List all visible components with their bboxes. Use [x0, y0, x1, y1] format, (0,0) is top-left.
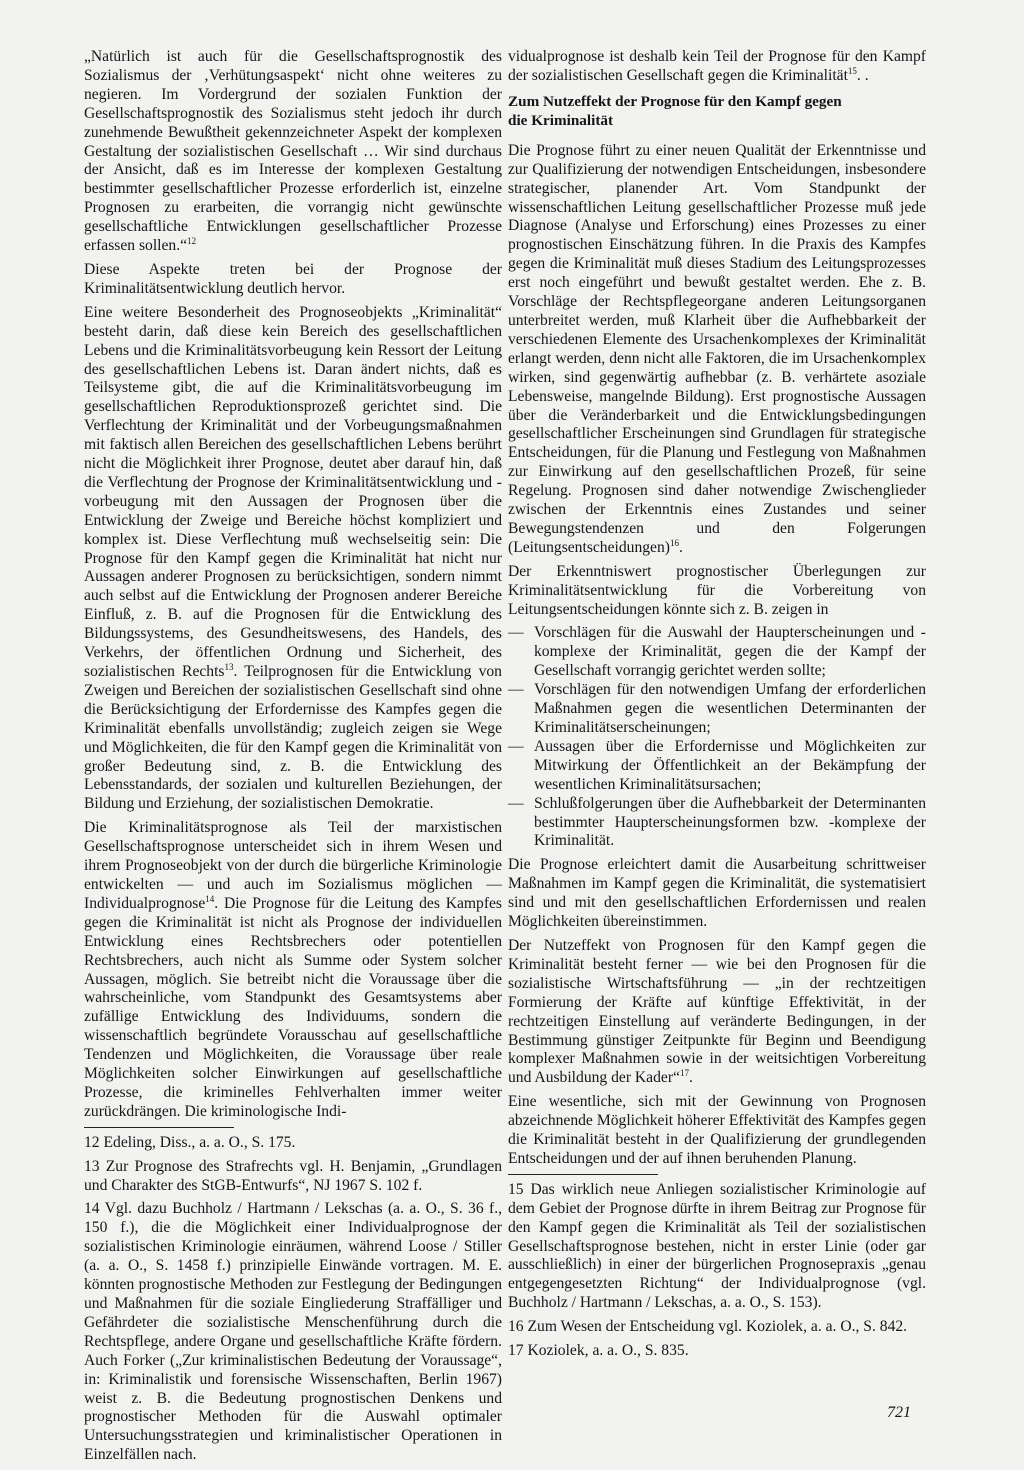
- footnote-13: 13 Zur Prognose des Strafrechts vgl. H. Benjamin, „Grundlagen und Charakter des StGB-Entwurfs“, NJ 1967 S. 102 f.: [84, 1157, 502, 1194]
- left-column: [84, 48, 502, 1470]
- paragraph-7: Der Nutzeffekt von Prognosen für den Kampf gegen die Kriminalität besteht ferner — wie bei den Prognosen für die sozialistische Wirtschaftsführung — „in der rechtzeitigen Formierung der Kräfte auf künftige Effektivität, in der rechtzeitigen Einstellung auf veränderte Bedingungen, in der Bestimmung günstiger Zeitpunkte für Beginn und Beendigung komplexer Maßnahmen sowie in der weitsichtigen Vorbereitung und Ausbildung der Kader“$^{17}$.: [508, 936, 926, 1087]
- paragraph-8: Eine wesentliche, sich mit der Gewinnung von Prognosen abzeichnende Möglichkeit höherer Effektivität des Kampfes gegen die Kriminalität besteht in der Qualifizierung der grundlegenden Entscheidungen und der auf ihnen beruhenden Planung.: [508, 1093, 926, 1167]
- footnote-ref-14[interactable]: 14: [205, 893, 215, 904]
- list-item: — Vorschlägen für den notwendigen Umfang der erforderlichen Maßnahmen gegen die wesentlichen Determinanten der Kriminalitätserscheinungen;: [508, 681, 926, 738]
- page-number: 721: [887, 1404, 911, 1421]
- section-heading: Zum Nutzeffekt der Prognose für den Kampf gegen die Kriminalität: [508, 92, 842, 129]
- list-item: — Schlußfolgerungen über die Aufhebbarkeit der Determinanten bestimmter Haupterscheinungsformen bzw. -komplexe der Kriminalität.: [508, 795, 926, 852]
- paragraph-2: Eine weitere Besonderheit des Prognoseobjekts „Kriminalität“ besteht darin, daß diese kein Bereich des gesellschaftlichen Lebens und die Kriminalitätsvorbeugung kein Ressort der Leitung des gesellschaftlichen Lebens ist. Daran ändert nichts, daß es Teilsysteme gibt, die auf die Kriminalitätsvorbeugung im gesellschaftlichen Reproduktionsprozeß gerichtet sind. Die Verflechtung der Kriminalität und der Vorbeugungsmaßnahmen mit faktisch allen Bereichen des gesellschaftlichen Lebens berührt nicht die Möglichkeit ihrer Prognose, deutet aber darauf hin, daß die Verflechtung der Prognose der Kriminalitätsentwicklung und -vorbeugung mit den Aussagen der Prognosen über die Entwicklung der Zweige und Bereiche höchst kompliziert und komplex ist. Diese Verflechtung muß wechselseitig sein: Die Prognose für den Kampf gegen die Kriminalität hat nicht nur Aussagen anderer Prognosen zu berücksichtigen, sondern nimmt auch selbst auf die Entwicklung der Prognosen anderer Bereiche Einfluß, z. B. auf die Prognosen für die Entwicklung des Bildungssystems, des Gesundheitswesens, des Handels, des Verkehrs, der öffentlichen Ordnung und Sicherheit, des sozialistischen Rechts$^{13}$. Teilprognosen für die Entwicklung von Zweigen und Bereichen der sozialistischen Gesellschaft sind ohne die Berücksichtigung der Erfordernisse des Kampfes gegen die Kriminalität ebenfalls unvollständig; zugleich zeigen sie Wege und Möglichkeiten, die für den Kampf gegen die Kriminalität von großer Bedeutung sind, z. B. die Entwicklung des Lebensstandards, der sozialen und kulturellen Beziehungen, der Bildung und Erziehung, der sozialistischen Demokratie.: [84, 303, 502, 813]
- paragraph-4: Die Prognose führt zu einer neuen Qualität der Erkenntnisse und zur Qualifizierung der notwendigen Entscheidungen, insbesondere strategischer, planender Art. Vom Standpunkt der wissenschaftlichen Leitung gesellschaftlicher Prozesse muß jede Diagnose (Analyse und Erforschung) eines Prozesses zu einer prognostischen Einschätzung führen. In die Praxis des Kampfes gegen die Kriminalität muß dieses Stadium des Leitungsprozesses erst noch eingeführt und bewußt gestaltet werden. Ehe z. B. Vorschläge der Rechtspflegeorgane anderen Leitungsorganen unterbreitet werden, muß Klarheit über die Aufhebbarkeit der verschiedenen Elemente des Ursachenkomplexes der Kriminalität erlangt werden, denn nicht alle Faktoren, die im Ursachenkomplex wirken, sind gegenwärtig aufhebbar (z. B. verhärtete asoziale Lebensweise, mangelnde Bildung). Erst prognostische Aussagen über die Veränderbarkeit und die Entwicklungsbedingungen gesellschaftlicher Erscheinungen sind Grundlagen für strategische Entscheidungen, für die Planung und Festlegung von Maßnahmen zur Einwirkung auf den gesellschaftlichen Prozeß, für seine Regelung. Prognosen sind daher notwendige Zwischenglieder zwischen der Erkenntnis eines Zustandes und seiner Bewegungstendenzen und den Folgerungen (Leitungsentscheidungen)$^{16}$.: [508, 141, 926, 556]
- paragraph-1: Diese Aspekte treten bei der Prognose der Kriminalitätsentwicklung deutlich hervor.: [84, 260, 502, 297]
- paragraph-5: Der Erkenntniswert prognostischer Überlegungen zur Kriminalitätsentwicklung für die Vorbereitung von Leitungsentscheidungen könnte sich z. B. zeigen in: [508, 562, 926, 618]
- paragraph-continued: vidualprognose ist deshalb kein Teil der Prognose für den Kampf der sozialistischen Gesellschaft gegen die Kriminalität$^{15}$. .: [508, 48, 926, 84]
- footnote-divider: [508, 1174, 658, 1175]
- list-item: — Vorschlägen für die Auswahl der Haupterscheinungen und -komplexe der Kriminalität, gegen die der Kampf der Gesellschaft vorrangig gerichtet werden sollte;: [508, 624, 926, 681]
- footnote-ref-12[interactable]: 12: [187, 235, 197, 246]
- right-column: [508, 48, 926, 1366]
- footnote-15: 15 Das wirklich neue Anliegen sozialistischer Kriminologie auf dem Gebiet der Prognose dürfte in ihrem Beitrag zur Prognose für den Kampf gegen die Kriminalität als Teil der sozialistischen Gesellschaftsprognose bestehen, nicht in erster Linie (oder gar ausschließlich) in einer der bürgerlichen Prognosepraxis „genau entgegengesetzten Richtung“ der Individualprognose (vgl. Buchholz / Hartmann / Lekschas, a. a. O., S. 153).: [508, 1180, 926, 1312]
- paragraph-3: Die Kriminalitätsprognose als Teil der marxistischen Gesellschaftsprognose unterscheidet sich in ihrem Wesen und ihrem Prognoseobjekt von der durch die bürgerliche Kriminologie entwickelten — und auch im Sozialismus möglichen — Individualprognose$^{14}$. Die Prognose für die Leitung des Kampfes gegen die Kriminalität ist nicht als Prognose der individuellen Entwicklung eines Rechtsbrechers oder potentiellen Rechtsbrechers, auch nicht als Summe oder System solcher Aussagen, möglich. Sie betreibt nicht die Voraussage über die wahrscheinliche, vom Standpunkt des Gesamtsystems aber zufällige Entwicklung des Individuums, sondern die wissenschaftlich begründete Vorausschau auf gesellschaftliche Tendenzen und Möglichkeiten, die Voraussage über reale Möglichkeiten solcher Einwirkungen auf gesellschaftliche Prozesse, die kriminelles Fehlverhalten immer weiter zurückdrängen. Die kriminologische Indi-: [84, 819, 502, 1120]
- dash-list: [508, 624, 926, 851]
- list-item: — Aussagen über die Erfordernisse und Möglichkeiten zur Mitwirkung der Öffentlichkeit an der Bekämpfung der wesentlichen Kriminalitätsursachen;: [508, 738, 926, 795]
- footnote-ref-15[interactable]: 15: [847, 65, 857, 76]
- footnote-ref-13[interactable]: 13: [224, 661, 234, 672]
- footnote-16: 16 Zum Wesen der Entscheidung vgl. Koziolek, a. a. O., S. 842.: [508, 1318, 908, 1336]
- footnote-17: 17 Koziolek, a. a. O., S. 835.: [508, 1342, 689, 1360]
- paragraph-6: Die Prognose erleichtert damit die Ausarbeitung schrittweiser Maßnahmen im Kampf gegen die Kriminalität, die systematisiert sind und mit den gesellschaftlichen Erfordernissen und realen Möglichkeiten übereinstimmen.: [508, 856, 926, 931]
- footnote-ref-16[interactable]: 16: [669, 537, 679, 548]
- footnotes-left: [84, 1134, 502, 1465]
- footnote-12: 12 Edeling, Diss., a. a. O., S. 175.: [84, 1133, 296, 1151]
- footnote-divider: [84, 1127, 234, 1128]
- footnote-14: 14 Vgl. dazu Buchholz / Hartmann / Lekschas (a. a. O., S. 36 f., 150 f.), die die Möglichkeit einer Individualprognose der sozialistischen Kriminologie einräumen, während Loose / Stiller (a. a. O., S. 1458 f.) prinzipielle Einwände vortragen. M. E. könnten prognostische Methoden zur Festlegung der Bedingungen und Maßnahmen für die soziale Eingliederung Straffälliger und Gefährdeter die sozialistische Menschenführung durch die Rechtspflege, andere Organe und gesellschaftliche Kräfte fördern. Auch Forker („Zur kriminalistischen Bedeutung der Voraussage“, in: Kriminalistik und forensische Wissenschaften, Berlin 1967) weist z. B. die Bedeutung prognostischen Denkens und prognostischer Methoden für die Auswahl optimaler Untersuchungsstrategien und kriminalistischer Operationen in Einzelfällen nach.: [84, 1200, 502, 1464]
- footnotes-right: [508, 1181, 926, 1361]
- block-quote: „Natürlich ist auch für die Gesellschaftsprognostik des Sozialismus der ‚Verhütungsaspekt‘ nicht ohne weiteres zu negieren. Im Vordergrund der sozialen Funktion der Gesellschaftsprognostik des Sozialismus steht jedoch ihr durch zunehmende Bewußtheit gekennzeichneter Aspekt der komplexen Gestaltung der sozialistischen Gesellschaft … Wir sind durchaus der Ansicht, daß es im Interesse der komplexen Gestaltung bestimmter gesellschaftlicher Prozesse erforderlich ist, einzelne Prognosen zu erarbeiten, die vorrangig nicht gewünschte gesellschaftliche Entwicklungen gesellschaftlicher Prozesse erfassen sollen.“$^{12}$: [84, 48, 502, 255]
- footnote-ref-17[interactable]: 17: [679, 1068, 689, 1079]
